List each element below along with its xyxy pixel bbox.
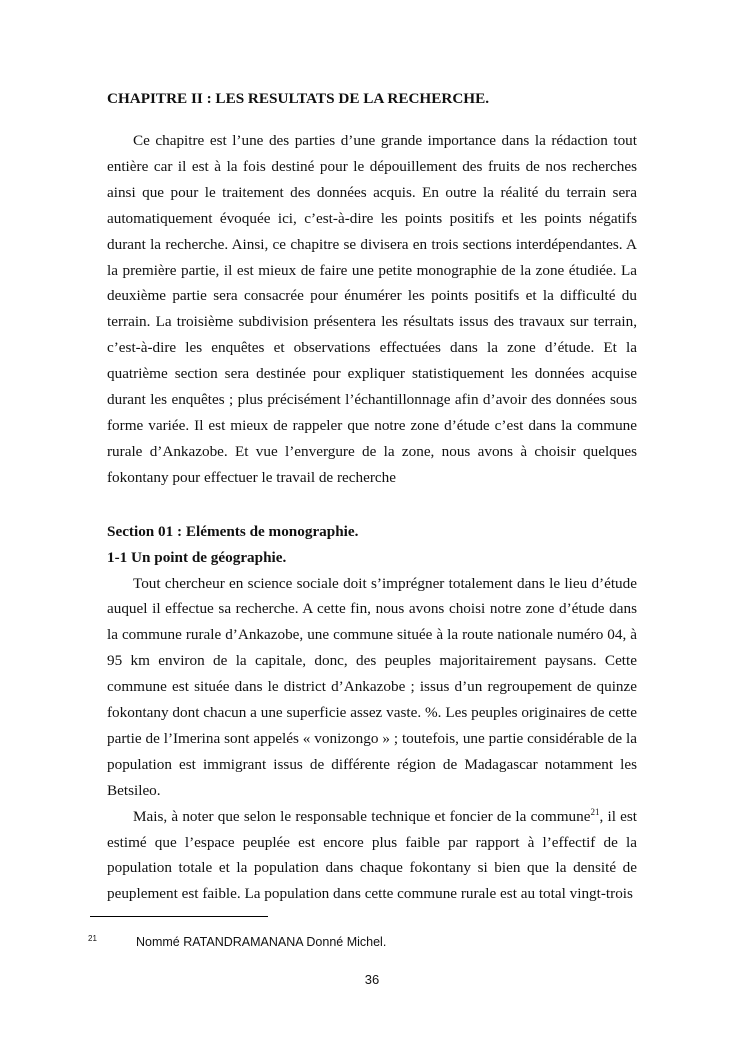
population-paragraph [107,804,637,908]
subsection-title: 1-1 Un point de géographie. [107,548,287,566]
footnote-text: Nommé RATANDRAMANANA Donné Michel. [136,935,387,949]
intro-paragraph: Ce chapitre est l’une des parties d’une grande importance dans la rédaction tout entière car il est à la fois destiné pour le dépouillement des fruits de nos recherches ainsi que pour le traitement des données acquis. En outre la réalité du terrain sera automatiquement évoquée ici, c’est-à-dire les points positifs et les points négatifs durant la recherche. Ainsi, ce chapitre se divisera en trois sections interdépendantes. A la première partie, il est mieux de faire une petite monographie de la zone étudiée. La deuxième partie sera consacrée pour énumérer les points positifs et la difficulté du terrain. La troisième subdivision présentera les résultats issus des travaux sur terrain, c’est-à-dire les enquêtes et observations effectuées dans la zone d’étude. Et la quatrième section sera destinée pour expliquer statistiquement les données acquise durant les enquêtes ; plus précisément l’échantillonnage afin d’avoir des données sous forme variée. Il est mieux de rappeler que notre zone d’étude c’est dans la commune rurale d’Ankazobe. Et vue l’envergure de la zone, nous avons à choisir quelques fokontany pour effectuer le travail de recherche [107,132,637,486]
section-title: Section 01 : Eléments de monographie. [107,522,359,540]
footnote-number: 21 [88,934,97,943]
geography-paragraph: Tout chercheur en science sociale doit s’imprégner totalement dans le lieu d’étude auquel il effectue sa recherche. A cette fin, nous avons choisi notre zone d’étude dans la commune rurale d’Ankazobe, une commune située à la route nationale numéro 04, à 95 km environ de la capitale, donc, des peuples majoritairement paysans. Cette commune est située dans le district d’Ankazobe ; issus d’un regroupement de quinze fokontany dont chacun a une superficie assez vaste. %. Les peuples originaires de cette partie de l’Imerina sont appelés « vonizongo » ; toutefois, une partie considérable de la population est immigrant issus de différente région de Madagascar notamment les Betsileo. [107,574,637,799]
page-body [107,86,637,907]
page-number: 36 [364,972,380,987]
population-paragraph-start: Mais, à noter que selon le responsable technique et foncier de la commune [133,807,591,825]
population-paragraph-end: , il est estimé que l’espace peuplée est encore plus faible par rapport à l’effectif de la population totale et la population dans chaque fokontany si bien que la densité de peuplement est faible. La population dans cette commune rurale est au total vingt-trois [107,807,637,903]
chapter-title: CHAPITRE II : LES RESULTATS DE LA RECHERCHE. [107,90,490,107]
footnote-divider [90,916,268,917]
footnote-reference[interactable]: 21 [590,806,600,817]
